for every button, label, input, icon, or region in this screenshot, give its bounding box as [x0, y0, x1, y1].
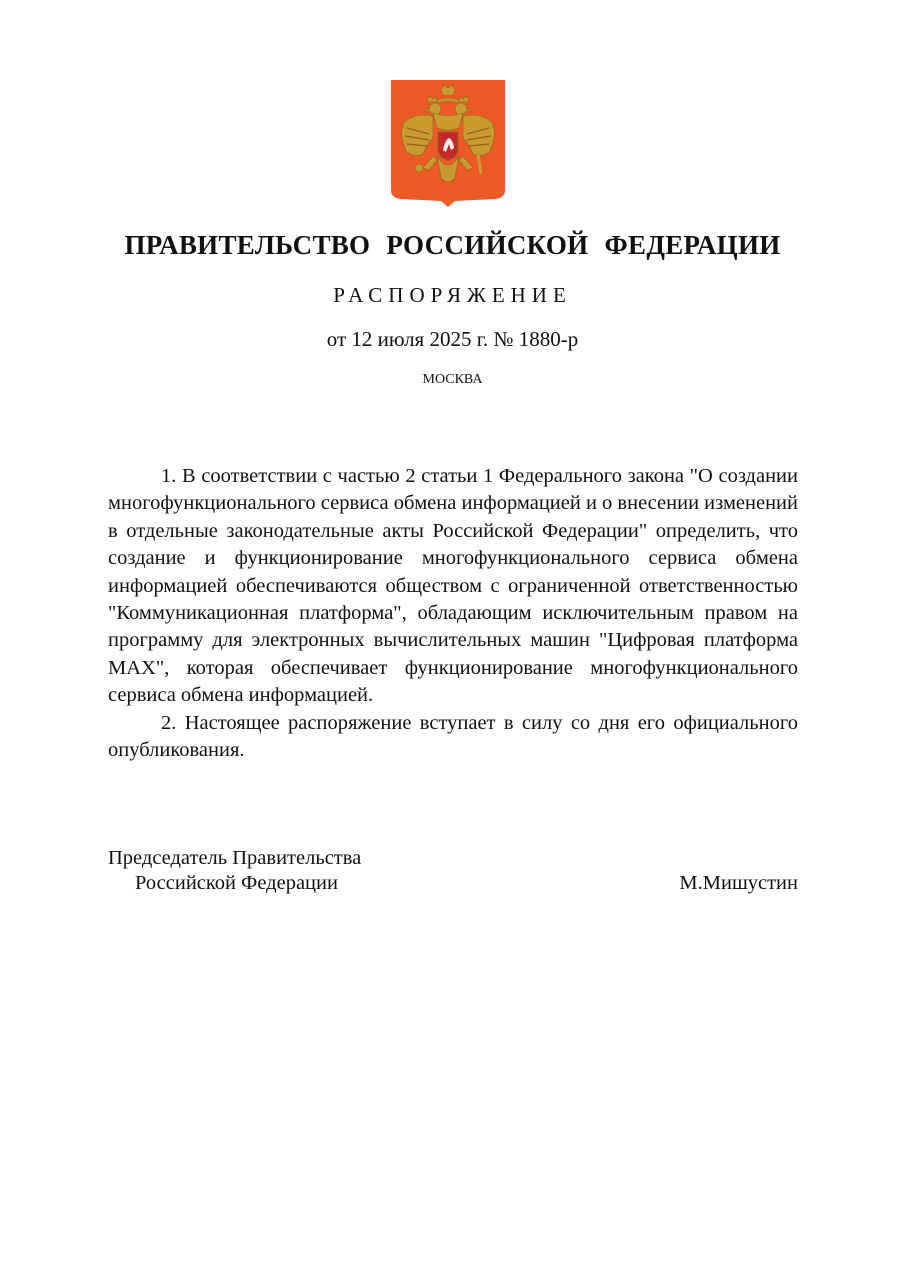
doc-date: от 12 июля 2025 г. № 1880-р — [326, 327, 579, 351]
signatory-name: М.Мишустин — [679, 872, 798, 894]
doc-type: РАСПОРЯЖЕНИЕ — [333, 283, 572, 307]
org-title: ПРАВИТЕЛЬСТВО РОССИЙСКОЙ ФЕДЕРАЦИИ — [124, 230, 781, 260]
russian-coat-of-arms-icon — [389, 78, 507, 208]
document-body — [108, 463, 798, 764]
position-line-2: Российской Федерации — [135, 872, 338, 894]
paragraph-1: 1. В соответствии с частью 2 статьи 1 Федерального закона "О создании многофункционального сервиса обмена информацией и о внесении изменений в отдельные законодательные акты Российской Федерации" определить, что создание и функционирование многофункционального сервиса обмена информацией обеспечиваются обществом с ограниченной ответственностью "Коммуникационная платформа", обладающим исключительным правом на программу для электронных вычислительных машин "Цифровая платформа MAX", которая обеспечивает функционирование многофункционального сервиса обмена информацией. — [108, 465, 799, 707]
position-line-1: Председатель Правительства — [108, 847, 362, 869]
paragraph-2: 2. Настоящее распоряжение вступает в силу со дня его официального опубликования. — [108, 711, 798, 762]
doc-city: МОСКВА — [422, 372, 483, 387]
signatory-position — [108, 846, 361, 896]
